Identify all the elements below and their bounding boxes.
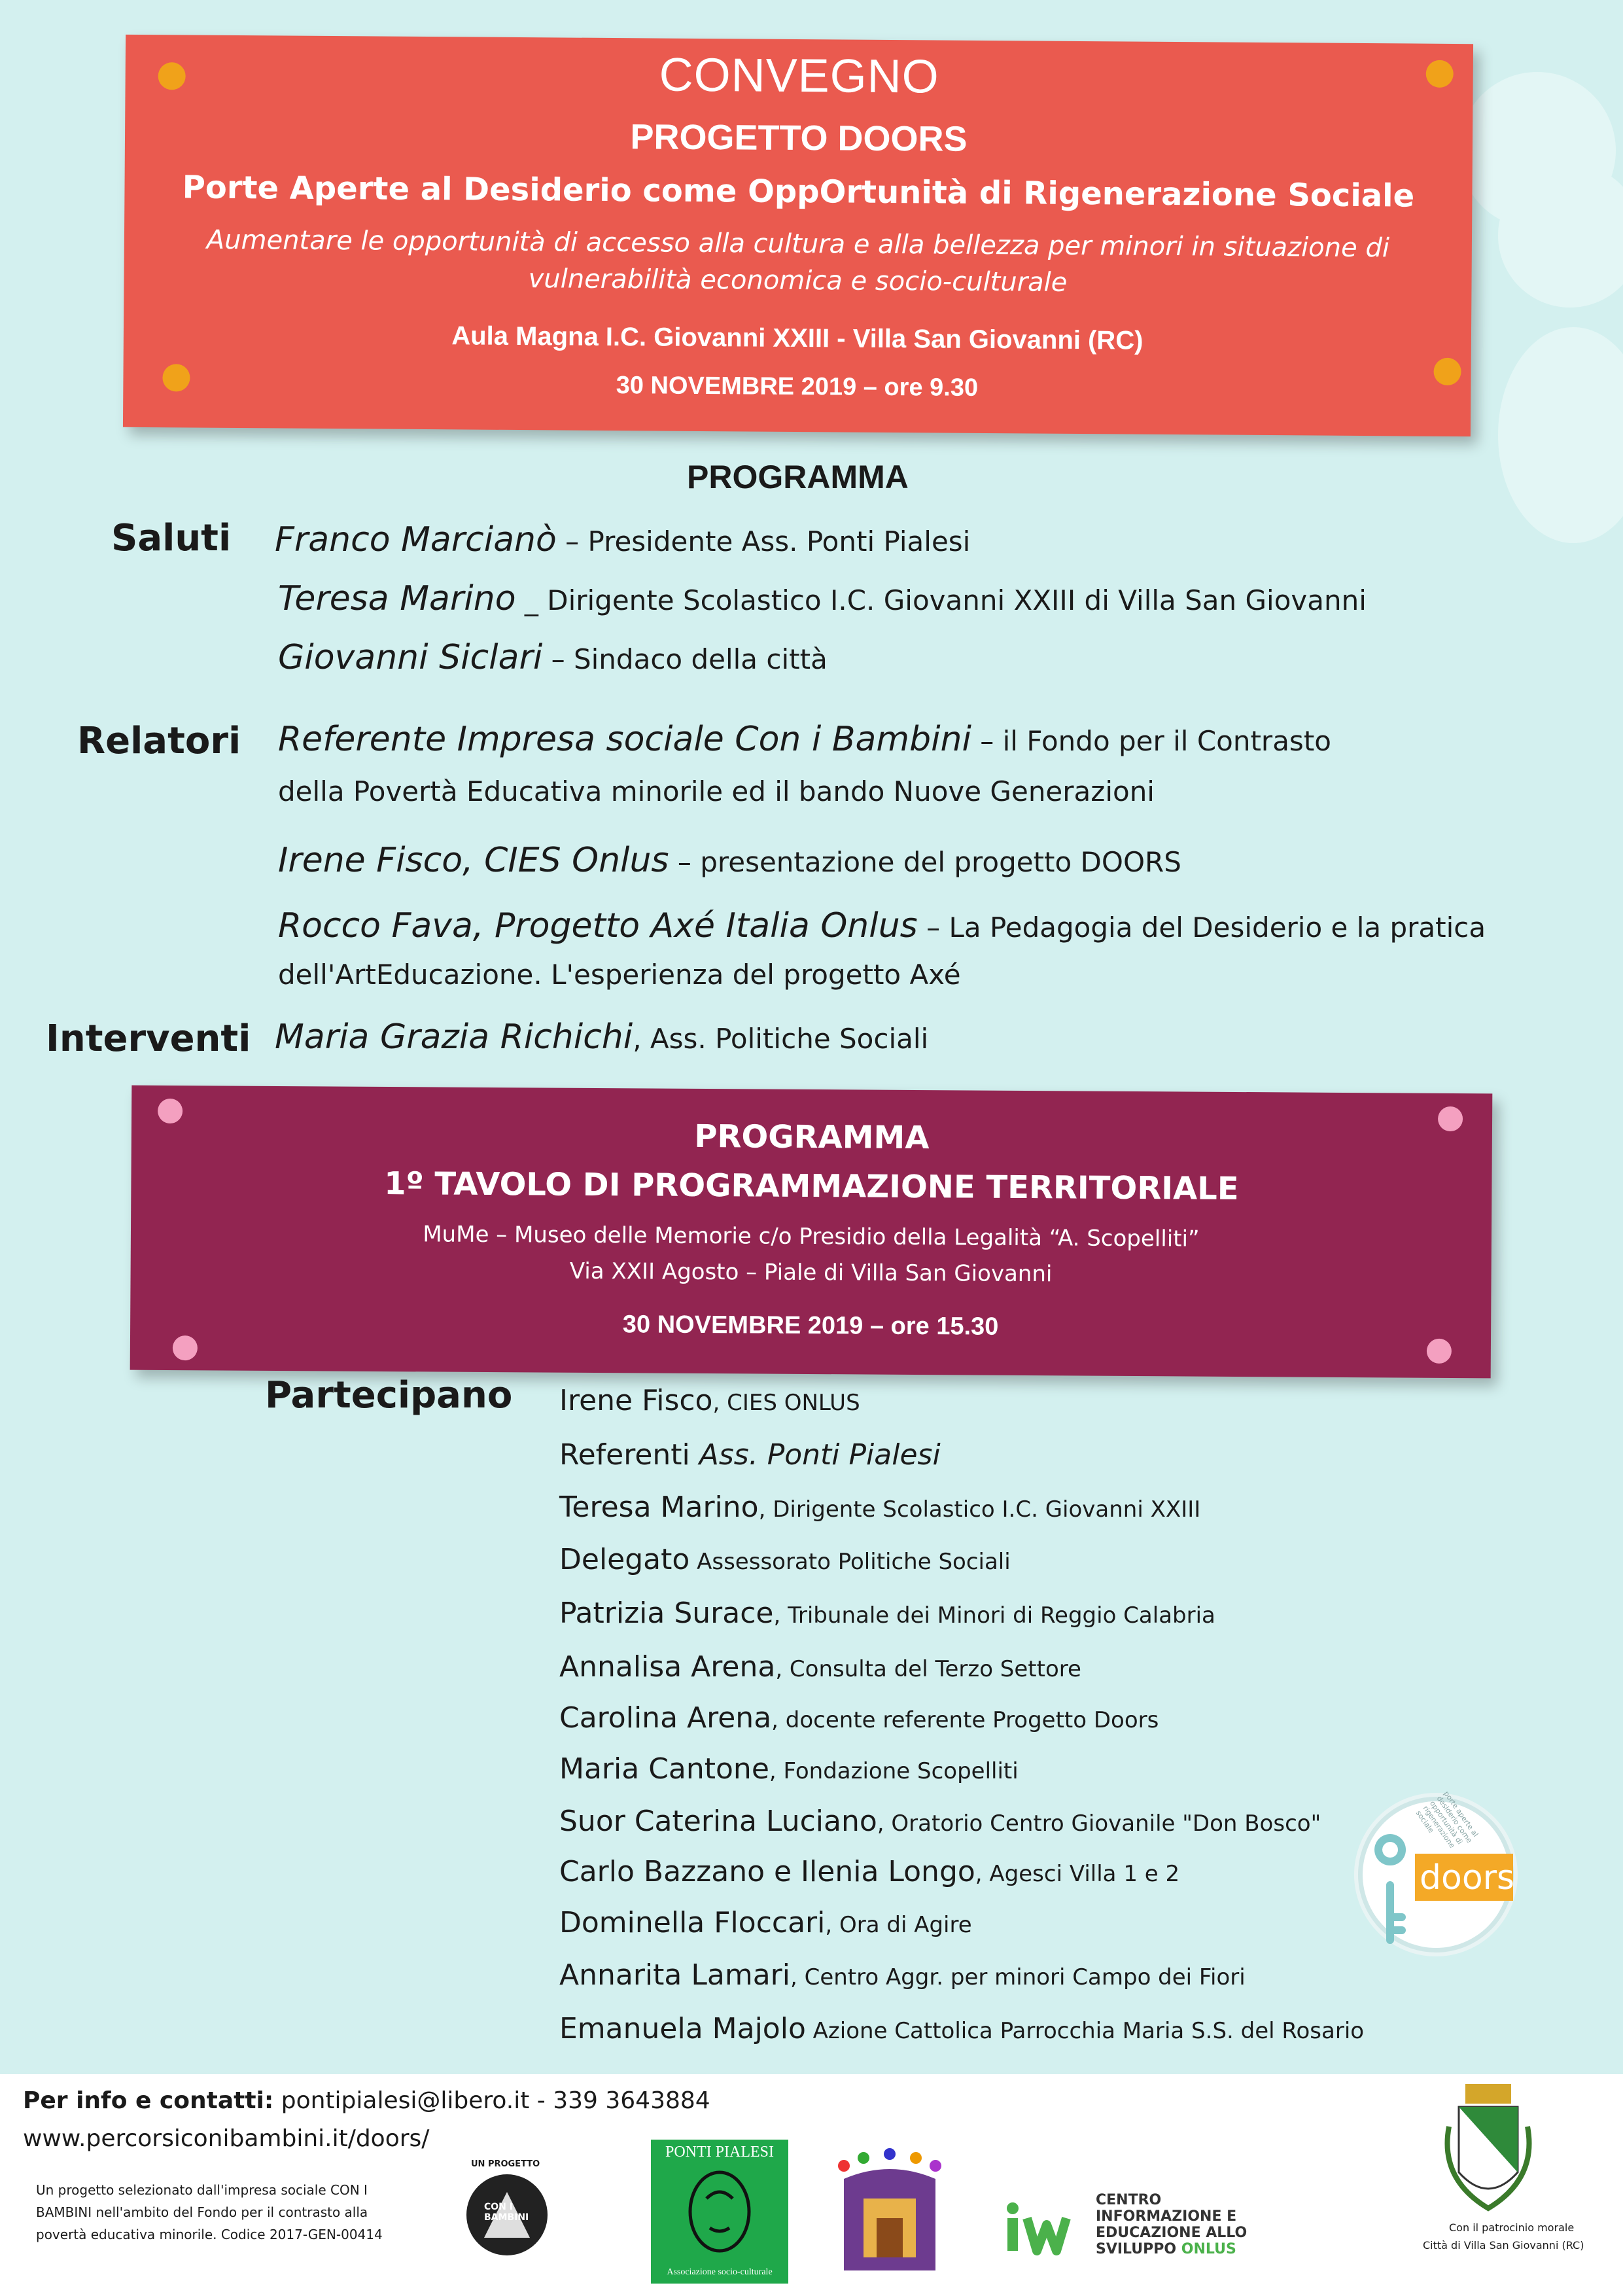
partecipano-label: Partecipano xyxy=(265,1374,513,1417)
cies-text-4: SVILUPPO ONLUS xyxy=(1096,2241,1236,2257)
con-i-bambini-badge: CON I BAMBINI xyxy=(484,2202,529,2223)
relatori-item-cont: dell'ArtEducazione. L'esperienza del progetto Axé xyxy=(278,959,961,991)
ponti-pialesi-subtitle: Associazione socio-culturale xyxy=(667,2267,773,2277)
participant-item: Annalisa Arena, Consulta del Terzo Settore xyxy=(559,1650,1081,1684)
participant-item: Referenti Ass. Ponti Pialesi xyxy=(559,1438,941,1472)
doors-logo xyxy=(1351,1790,1521,1960)
tavolo-heading: PROGRAMMA xyxy=(694,1118,930,1157)
tavolo-place: MuMe – Museo delle Memorie c/o Presidio della Legalità “A. Scopelliti” xyxy=(423,1221,1200,1252)
patrocinio-line-2: Città di Villa San Giovanni (RC) xyxy=(1423,2239,1584,2252)
project-name: PROGETTO DOORS xyxy=(630,117,968,159)
background-cloud xyxy=(1498,327,1623,543)
cies-logo xyxy=(1001,2192,1276,2270)
convegno-banner xyxy=(123,35,1473,436)
event-date: 30 NOVEMBRE 2019 – ore 9.30 xyxy=(616,372,979,402)
tavolo-address: Via XXII Agosto – Piale di Villa San Giovanni xyxy=(569,1258,1053,1288)
ponti-pialesi-logo xyxy=(651,2140,788,2284)
participant-item: Maria Cantone, Fondazione Scopelliti xyxy=(559,1752,1019,1786)
cies-text-1: CENTRO xyxy=(1096,2192,1162,2208)
comune-coat-of-arms xyxy=(1439,2081,1537,2218)
participant-item: Suor Caterina Luciano, Oratorio Centro Giovanile "Don Bosco" xyxy=(559,1805,1321,1838)
interventi-item: Maria Grazia Richichi, Ass. Politiche Sociali xyxy=(275,1017,929,1057)
cies-text-2: INFORMAZIONE E xyxy=(1096,2208,1237,2225)
cies-text-3: EDUCAZIONE ALLO xyxy=(1096,2225,1248,2241)
project-disclaimer: Un progetto selezionato dall'impresa sociale CON I BAMBINI nell'ambito del Fondo per il contrasto alla povertà educativa minorile. Codice 2017-GEN-00414 xyxy=(36,2182,383,2242)
relatori-label: Relatori xyxy=(77,720,241,762)
tavolo-date: 30 NOVEMBRE 2019 – ore 15.30 xyxy=(622,1311,999,1341)
interventi-label: Interventi xyxy=(46,1017,251,1060)
participant-item: Delegato Assessorato Politiche Sociali xyxy=(559,1543,1011,1576)
doors-logo-ring-text: porte aperte al desiderio come opportunità di rigenerazione sociale xyxy=(1414,1790,1480,1850)
programma-heading: PROGRAMMA xyxy=(687,459,909,495)
website-link[interactable]: www.percorsiconibambini.it/doors/ xyxy=(23,2125,430,2152)
info-line: Per info e contatti: pontipialesi@libero.it - 339 3643884 xyxy=(23,2087,710,2114)
event-venue: Aula Magna I.C. Giovanni XXIII - Villa San Giovanni (RC) xyxy=(451,321,1143,355)
participant-item: Carolina Arena, docente referente Progetto Doors xyxy=(559,1701,1159,1735)
con-i-bambini-logo xyxy=(458,2159,556,2270)
participant-item: Dominella Floccari, Ora di Agire xyxy=(559,1906,972,1939)
doors-logo-text: doors xyxy=(1420,1858,1515,1898)
participant-item: Carlo Bazzano e Ilenia Longo, Agesci Villa 1 e 2 xyxy=(559,1855,1180,1888)
school-logo xyxy=(824,2146,955,2277)
participant-item: Patrizia Surace, Tribunale dei Minori di Reggio Calabria xyxy=(559,1597,1215,1630)
participant-item: Emanuela Majolo Azione Cattolica Parrocchia Maria S.S. del Rosario xyxy=(559,2012,1365,2045)
saluti-label: Saluti xyxy=(111,517,232,559)
tavolo-title: 1º TAVOLO DI PROGRAMMAZIONE TERRITORIALE xyxy=(384,1165,1239,1207)
participant-item: Irene Fisco, CIES ONLUS xyxy=(559,1384,860,1417)
event-title: CONVEGNO xyxy=(659,48,939,103)
project-tagline: Aumentare le opportunità di accesso alla cultura e alla bellezza per minori in situazione di vulnerabilità economica e socio-culturale xyxy=(206,224,1390,298)
con-i-bambini-text: UN PROGETTO xyxy=(471,2159,540,2169)
relatori-item: Referente Impresa sociale Con i Bambini – il Fondo per il Contrasto xyxy=(278,720,1331,759)
relatori-item-cont: della Povertà Educativa minorile ed il bando Nuove Generazioni xyxy=(278,775,1155,807)
saluti-item: Giovanni Siclari – Sindaco della città xyxy=(278,638,828,677)
participant-item: Annarita Lamari, Centro Aggr. per minori Campo dei Fiori xyxy=(559,1958,1246,1992)
pin-dot xyxy=(173,1335,198,1360)
patrocinio-line-1: Con il patrocinio morale xyxy=(1449,2221,1575,2234)
saluti-item: Teresa Marino _ Dirigente Scolastico I.C. Giovanni XXIII di Villa San Giovanni xyxy=(278,579,1367,618)
tavolo-banner xyxy=(130,1086,1493,1379)
project-subtitle: Porte Aperte al Desiderio come OppOrtunità di Rigenerazione Sociale xyxy=(182,169,1415,215)
ponti-pialesi-title: PONTI PIALESI xyxy=(665,2144,774,2161)
saluti-item: Franco Marcianò – Presidente Ass. Ponti Pialesi xyxy=(275,520,971,559)
relatori-item: Rocco Fava, Progetto Axé Italia Onlus – La Pedagogia del Desiderio e la pratica xyxy=(278,906,1486,945)
participant-item: Teresa Marino, Dirigente Scolastico I.C. Giovanni XXIII xyxy=(559,1491,1201,1524)
relatori-item: Irene Fisco, CIES Onlus – presentazione del progetto DOORS xyxy=(278,841,1181,880)
